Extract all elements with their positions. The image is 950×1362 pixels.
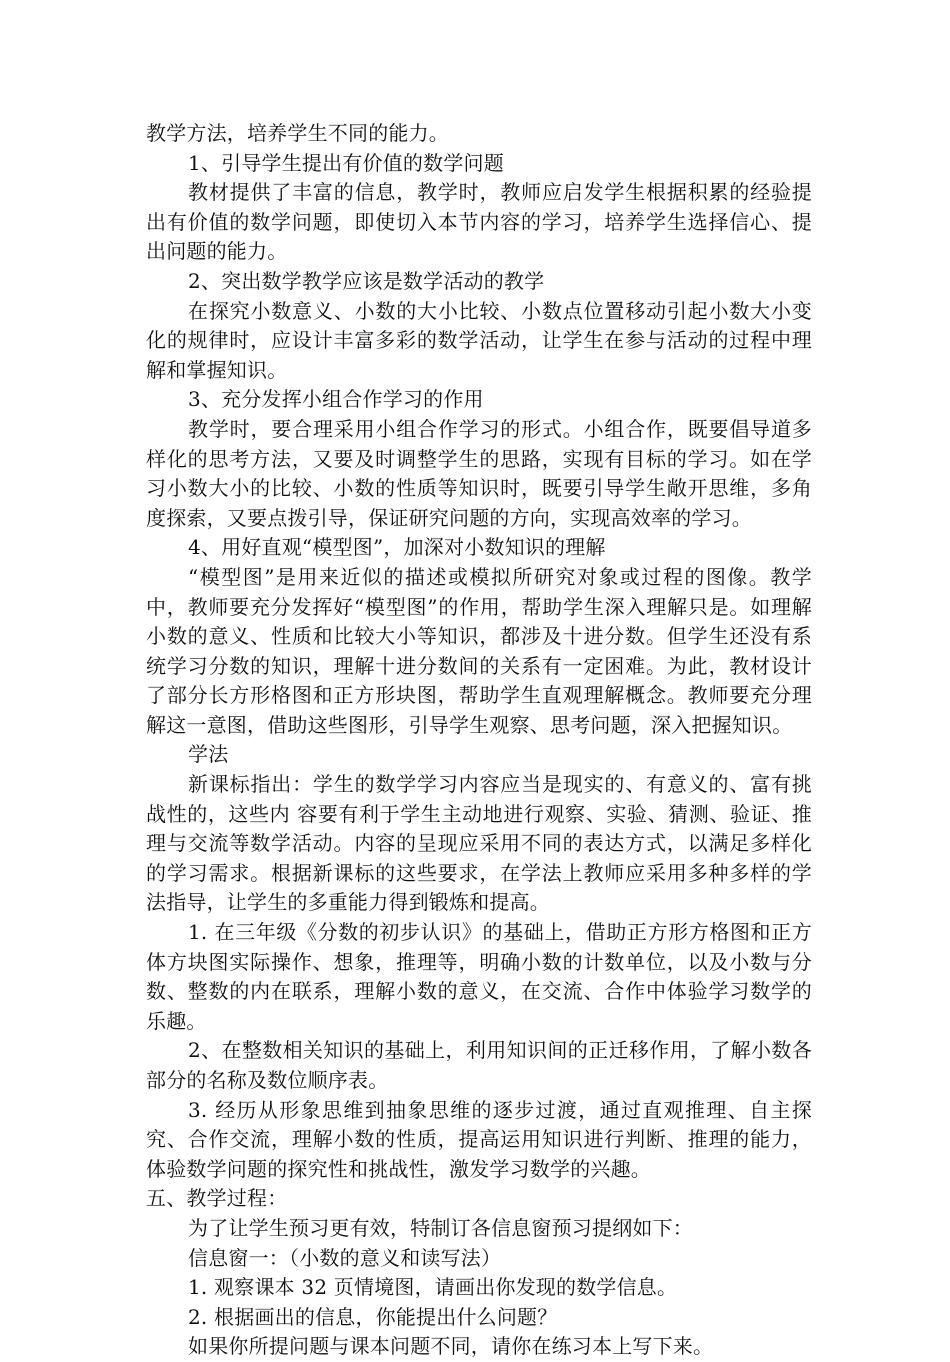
heading-point-1: 1、引导学生提出有价值的数学问题 <box>188 150 504 175</box>
heading-info-window-1: 信息窗一：（小数的意义和读写法） <box>188 1245 502 1270</box>
heading-teaching-process: 五、教学过程： <box>146 1186 288 1211</box>
paragraph-method-2: 2、在整数相关知识的基础上，利用知识间的正迁移作用，了解小数各部分的名称及数位顺序表。 <box>146 1038 812 1092</box>
heading-study-method: 学法 <box>188 742 229 767</box>
paragraph-point-2: 在探究小数意义、小数的大小比较、小数点位置移动引起小数大小变化的规律时，应设计丰富多彩的数学活动，让学生在参与活动的过程中理解和掌握知识。 <box>146 298 812 382</box>
paragraph-intro: 教学方法，培养学生不同的能力。 <box>146 121 449 145</box>
heading-point-4: 4、用好直观“模型图”，加深对小数知识的理解 <box>188 535 606 560</box>
paragraph-point-4: “模型图”是用来近似的描述或模拟所研究对象或过程的图像。教学中，教师要充分发挥好“模型图”的作用，帮助学生深入理解只是。如理解小数的意义、性质和比较大小等知识，都涉及十进分数。但学生还没有系统学习分数的知识，理解十进分数间的关系有一定困难。为此，教材设计了部分长方形格图和正方形块图，帮助学生直观理解概念。教师要充分理解这一意图，借助这些图形，引导学生观察、思考问题，深入把握知识。 <box>146 564 812 737</box>
list-item-2: 2. 根据画出的信息，你能提出什么问题？ <box>188 1304 558 1329</box>
list-item-1: 1. 观察课本 32 页情境图，请画出你发现的数学信息。 <box>188 1275 678 1300</box>
heading-point-3: 3、充分发挥小组合作学习的作用 <box>188 387 484 412</box>
paragraph-closing-instruction: 如果你所提问题与课本问题不同，请你在练习本上写下来。 <box>188 1334 714 1359</box>
paragraph-method-1: 1. 在三年级《分数的初步认识》的基础上，借助正方形方格图和正方体方块图实际操作、想象，推理等，明确小数的计数单位，以及小数与分数、整数的内在联系，理解小数的意义，在交流、合作中体验学习数学的乐趣。 <box>146 920 812 1033</box>
paragraph-preview-outline: 为了让学生预习更有效，特制订各信息窗预习提纲如下： <box>188 1215 693 1240</box>
document-page <box>146 119 812 1362</box>
heading-point-2: 2、突出数学教学应该是数学活动的教学 <box>188 268 545 293</box>
paragraph-point-3: 教学时，要合理采用小组合作学习的形式。小组合作，既要倡导道多样化的思考方法，又要及时调整学生的思路，实现有目标的学习。如在学习小数大小的比较、小数的性质等知识时，既要引导学生敞开思维，多角度探索，又要点拨引导，保证研究问题的方向，实现高效率的学习。 <box>146 416 812 530</box>
paragraph-method-3: 3. 经历从形象思维到抽象思维的逐步过渡，通过直观推理、自主探究、合作交流，理解小数的性质，提高运用知识进行判断、推理的能力，体验数学问题的探究性和挑战性，激发学习数学的兴趣。 <box>146 1097 812 1181</box>
paragraph-study-method: 新课标指出：学生的数学学习内容应当是现实的、有意义的、富有挑战性的，这些内 容要有利于学生主动地进行观察、实验、猜测、验证、推理与交流等数学活动。内容的呈现应采用不同的表达方式，以满足多样化的学习需求。根据新课标的这些要求，在学法上教师应采用多种多样的学法指导，让学生的多重能力得到锻炼和提高。 <box>146 772 812 915</box>
paragraph-point-1: 教材提供了丰富的信息，教学时，教师应启发学生根据积累的经验提出有价值的数学问题，即使切入本节内容的学习，培养学生选择信心、提出问题的能力。 <box>146 180 812 264</box>
